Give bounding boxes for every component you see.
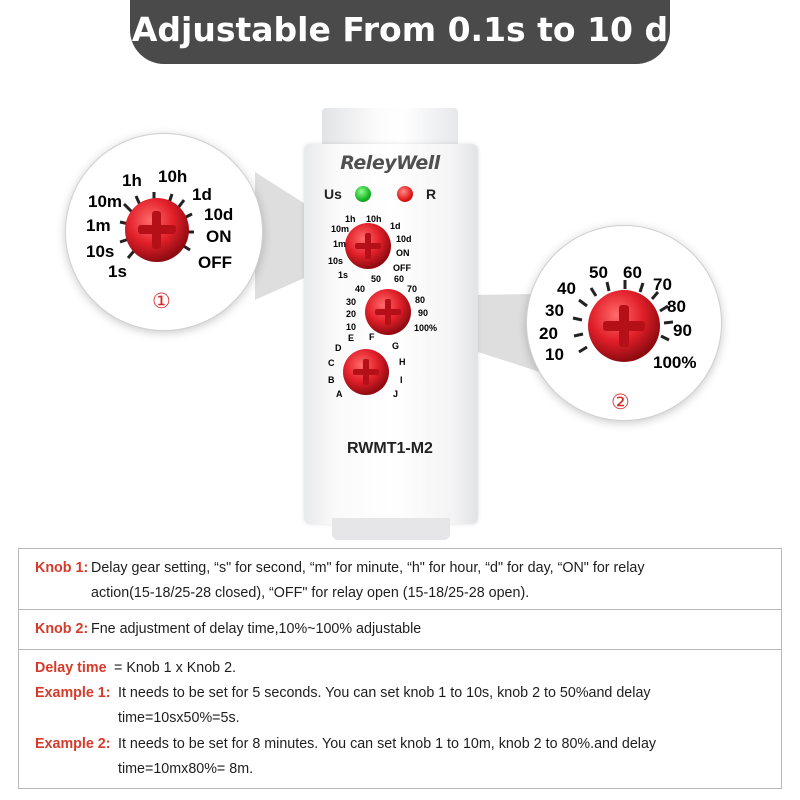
knob3-tick-label: I bbox=[400, 375, 403, 385]
knob1-label: Knob 1: bbox=[35, 560, 89, 576]
knob3-tick-label: A bbox=[336, 389, 343, 399]
callout2-tick-label: 90 bbox=[673, 321, 692, 340]
callout2-tick-label: 50 bbox=[589, 263, 608, 282]
callout1-tick-label: OFF bbox=[198, 253, 232, 272]
callout1-knob-icon bbox=[125, 198, 189, 262]
knob3-dial-icon[interactable] bbox=[343, 349, 389, 395]
knob2-tick-label: 100% bbox=[414, 323, 438, 333]
callout2-tick-label: 60 bbox=[623, 263, 642, 282]
callout1-tick-label: ON bbox=[206, 227, 232, 246]
callout1-tick-label: 10s bbox=[86, 242, 115, 261]
knob1-tick-label: 10h bbox=[366, 214, 382, 224]
knob2-tick-label: 70 bbox=[407, 284, 418, 294]
example2-line1: It needs to be set for 8 minutes. You can set knob 1 to 10m, knob 2 to 80%.and delay bbox=[118, 736, 657, 752]
example1-line1: It needs to be set for 5 seconds. You can set knob 1 to 10s, knob 2 to 50%and delay bbox=[118, 685, 651, 701]
example1-line2: time=10sx50%=5s. bbox=[118, 710, 240, 726]
knob2-tick-label: 40 bbox=[355, 284, 366, 294]
callout-knob1-dial bbox=[66, 134, 262, 330]
knob2-tick-label: 30 bbox=[346, 297, 357, 307]
callout2-tick-label: 80 bbox=[667, 297, 686, 316]
knob2-tick-label: 60 bbox=[394, 274, 405, 284]
delay-time-formula: = Knob 1 x Knob 2. bbox=[114, 660, 237, 676]
knob1-tick-label: 10m bbox=[331, 224, 350, 234]
knob2-tick-label: 50 bbox=[371, 274, 382, 284]
callout1-number: ① bbox=[152, 290, 171, 313]
knob1-tick-label: 10s bbox=[328, 256, 344, 266]
callout1-tick-label: 10h bbox=[158, 167, 188, 186]
knob3-tick-label: F bbox=[369, 332, 375, 342]
knob2-tick-label: 20 bbox=[346, 309, 357, 319]
knob1-tick-label: 1s bbox=[338, 270, 349, 280]
callout2-number: ② bbox=[611, 391, 630, 414]
led-us-label: Us bbox=[324, 186, 342, 202]
delay-time-label: Delay time bbox=[35, 660, 107, 676]
knob2-tick-label: 90 bbox=[418, 308, 429, 318]
delay-row bbox=[19, 650, 781, 788]
callout-knob2-dial bbox=[527, 226, 721, 420]
knob1-tick-label: OFF bbox=[393, 263, 411, 273]
callout1-tick-label: 10m bbox=[88, 192, 123, 211]
knob3-tick-label: H bbox=[399, 357, 406, 367]
knob1-tick-label: 1m bbox=[333, 239, 347, 249]
knob1-desc-line1: Delay gear setting, “s" for second, “m" for minute, “h" for hour, “d" for day, “ON" for relay bbox=[91, 560, 645, 576]
knob2-desc: Fne adjustment of delay time,10%~100% adjustable bbox=[91, 621, 422, 637]
callout2-tick-label: 40 bbox=[557, 279, 576, 298]
knob2-tick-label: 80 bbox=[415, 295, 426, 305]
callout2-tick-label: 20 bbox=[539, 324, 558, 343]
callout1-tick-label: 1m bbox=[86, 216, 111, 235]
banner-title: Adjustable From 0.1s to 10 d bbox=[130, 0, 670, 64]
callout2-tick-label: 70 bbox=[653, 275, 672, 294]
knob3-tick-label: D bbox=[335, 343, 342, 353]
knob2-row bbox=[19, 609, 781, 650]
example1-label: Example 1: bbox=[35, 685, 111, 701]
knob2-dial-icon[interactable] bbox=[365, 289, 411, 335]
knob3-tick-label: E bbox=[348, 333, 355, 343]
callout2-tick-label: 10 bbox=[545, 345, 564, 364]
knob1-tick-label: 1d bbox=[390, 221, 401, 231]
knob1-row bbox=[19, 549, 781, 610]
example2-line2: time=10mx80%= 8m. bbox=[118, 761, 254, 777]
callout1-tick-label: 1d bbox=[192, 185, 212, 204]
knob1-dial-icon[interactable] bbox=[345, 223, 391, 269]
brand-logo: ReleyWell bbox=[340, 152, 440, 174]
knob1-tick-label: 10d bbox=[396, 234, 412, 244]
knob3-tick-label: J bbox=[393, 389, 399, 399]
callout1-tick-label: 10d bbox=[204, 205, 234, 224]
knob2-tick-label: 10 bbox=[346, 322, 357, 332]
knob1-tick-label: ON bbox=[396, 248, 410, 258]
knob3-tick-label: C bbox=[328, 358, 335, 368]
knob2-label: Knob 2: bbox=[35, 621, 89, 637]
example2-label: Example 2: bbox=[35, 736, 111, 752]
knob3-tick-label: G bbox=[392, 341, 400, 351]
model-label: RWMT1-M2 bbox=[347, 440, 433, 457]
knob3-tick-label: B bbox=[328, 375, 335, 385]
callout1-tick-label: 1s bbox=[108, 262, 127, 281]
description-table bbox=[18, 548, 782, 789]
callout1-tick-label: 1h bbox=[122, 171, 142, 190]
callout2-tick-label: 30 bbox=[545, 301, 564, 320]
knob1-tick-label: 1h bbox=[345, 214, 356, 224]
led-r-label: R bbox=[426, 186, 437, 202]
callout2-tick-label: 100% bbox=[653, 353, 697, 372]
knob1-desc-line2: action(15-18/25-28 closed), “OFF" for relay open (15-18/25-28 open). bbox=[91, 585, 530, 601]
callout2-knob-icon bbox=[588, 290, 660, 362]
